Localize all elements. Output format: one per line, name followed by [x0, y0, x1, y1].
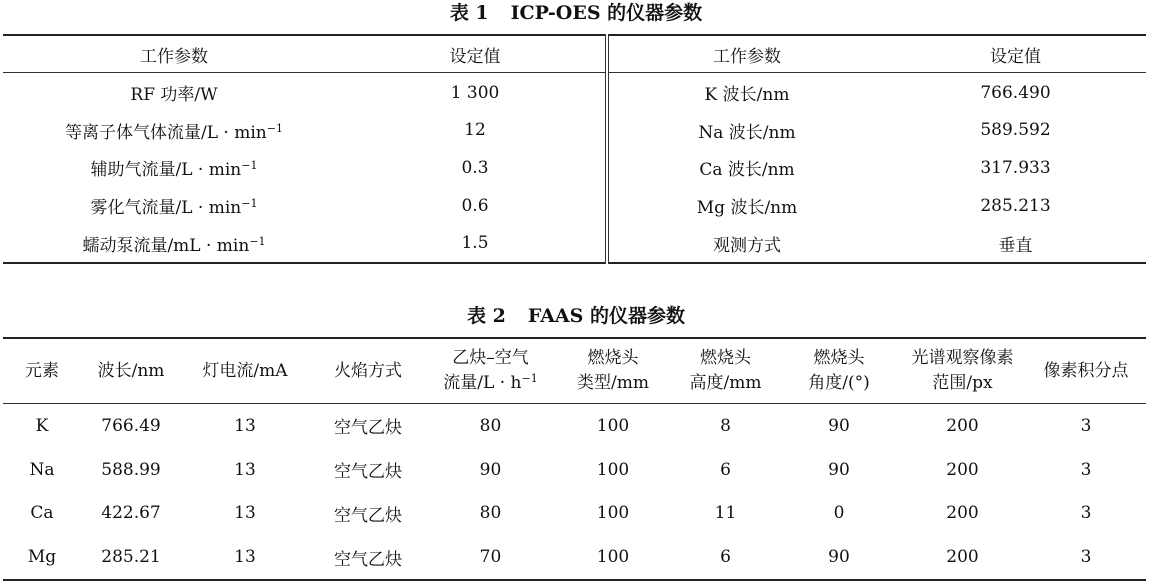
header-line-1: 燃烧头	[813, 348, 865, 368]
table1-param-left	[3, 224, 345, 263]
table2-cell: 200	[946, 415, 979, 436]
table1-row	[3, 112, 1146, 150]
table2-caption-number: 表 2	[466, 305, 506, 327]
table2-header-cell	[427, 338, 554, 404]
table2-cell: 80	[479, 503, 502, 524]
table1-param-left	[3, 73, 345, 112]
table2-cell: 90	[828, 547, 850, 568]
table2-cell: 285.21	[101, 547, 161, 568]
table2-header-cell	[81, 338, 181, 404]
header-text: 火焰方式	[334, 360, 402, 381]
table2-cell: 90	[479, 459, 502, 480]
table1-param-left	[3, 112, 345, 150]
table2-cell: 200	[946, 459, 979, 480]
table1-value-left: 0.6	[345, 187, 607, 225]
table1-param-right: Mg 波长/nm	[696, 198, 798, 219]
table1-value-left: 1 300	[345, 73, 607, 112]
table2-cell: Mg	[27, 547, 57, 568]
header-text: 元素	[25, 360, 59, 381]
unit-exponent: −1	[266, 121, 283, 135]
header-line-2	[554, 371, 672, 396]
table1-row	[3, 149, 1146, 187]
table2-cell: 3	[1080, 503, 1092, 524]
table1-caption	[0, 1, 1152, 25]
table2-cell: 100	[596, 459, 630, 480]
table2-row	[3, 492, 1146, 536]
header-line-1: 燃烧头	[700, 348, 751, 368]
table2-caption-text: FAAS 的仪器参数	[527, 305, 686, 327]
table2-cell: 6	[720, 547, 731, 568]
table1-row	[3, 224, 1146, 263]
unit-exponent: −1	[249, 234, 266, 248]
header-line-1: 乙炔–空气	[452, 348, 529, 368]
table2-cell: 80	[479, 415, 502, 436]
header-line-2-text: 类型/mm	[577, 373, 649, 393]
header-text: 灯电流/mA	[202, 360, 288, 381]
table2-cell: 13	[234, 415, 256, 436]
table2-cell: 3	[1080, 547, 1092, 568]
table2-cell: 90	[828, 459, 850, 480]
header-line-1: 燃烧头	[587, 348, 639, 368]
table1-param-right: Na 波长/nm	[698, 122, 796, 143]
table1-header-param-left: 工作参数	[3, 35, 345, 73]
table2-cell: 0	[833, 503, 845, 524]
table1-param-right: K 波长/nm	[704, 85, 790, 106]
table1-header-row	[3, 35, 1146, 73]
table2-header-row	[3, 338, 1146, 404]
table2-cell: 空气乙炔	[334, 462, 402, 483]
table1-row	[3, 187, 1146, 225]
table1-header-value-right: 设定值	[885, 35, 1146, 73]
unit-exponent: −1	[521, 372, 538, 385]
table2-cell: 100	[596, 503, 630, 524]
icp-oes-parameter-table	[3, 34, 1146, 264]
table2-cell: 13	[234, 547, 256, 568]
table1-value-right: 317.933	[980, 157, 1051, 178]
table1-value-left: 1.5	[345, 224, 607, 263]
table1-param-left	[3, 187, 345, 225]
header-line-2	[779, 371, 899, 396]
param-label: 蠕动泵流量/mL · min	[82, 235, 250, 256]
param-label: 雾化气流量/L · min	[90, 198, 242, 219]
faas-parameter-table	[3, 337, 1146, 581]
table1-value-right: 589.592	[980, 120, 1051, 141]
table2-header-cell	[779, 338, 899, 404]
table1-value-right: 285.213	[980, 195, 1051, 216]
table1-caption-text: ICP-OES 的仪器参数	[510, 2, 703, 24]
table1-header-value-left: 设定值	[345, 35, 607, 73]
table2-row	[3, 535, 1146, 580]
table2-header-cell	[899, 338, 1026, 404]
param-label: RF 功率/W	[130, 85, 218, 106]
header-line-2-text: 流量/L · h	[443, 373, 522, 393]
header-line-1: 光谱观察像素	[911, 348, 1014, 368]
table1-value-right: 766.490	[980, 82, 1051, 103]
header-line-2	[672, 371, 779, 396]
table2-cell: 588.99	[101, 459, 161, 480]
table2-cell: Na	[29, 459, 55, 480]
table2-row	[3, 448, 1146, 492]
table2-cell: 13	[234, 459, 256, 480]
table2-cell: 100	[596, 415, 630, 436]
table1-param-right: Ca 波长/nm	[699, 160, 795, 181]
header-line-2-text: 范围/px	[932, 373, 993, 393]
table2-cell: 3	[1080, 459, 1092, 480]
header-line-2-text: 角度/(°)	[808, 373, 870, 393]
table2-row	[3, 404, 1146, 448]
table2-header-cell	[181, 338, 309, 404]
table2-header-cell	[3, 338, 81, 404]
table1-row	[3, 73, 1146, 112]
table2-cell: 空气乙炔	[334, 505, 402, 526]
header-line-2	[427, 371, 554, 396]
table2-header-cell	[1026, 338, 1146, 404]
table1-header-param-right: 工作参数	[607, 35, 885, 73]
header-line-2	[899, 371, 1026, 396]
table2-cell: 422.67	[101, 503, 161, 524]
table2-cell: 6	[720, 459, 731, 480]
param-label: 辅助气流量/L · min	[90, 160, 242, 181]
table1-value-left: 0.3	[345, 149, 607, 187]
table2-cell: 200	[946, 503, 979, 524]
unit-exponent: −1	[241, 197, 258, 211]
table1-value-left: 12	[345, 112, 607, 150]
table2-cell: 766.49	[101, 415, 161, 436]
table1-caption-number: 表 1	[449, 2, 489, 24]
table1-value-right: 垂直	[998, 235, 1033, 256]
unit-exponent: −1	[241, 159, 258, 173]
table2-header-cell	[554, 338, 672, 404]
table2-cell: 13	[234, 503, 256, 524]
table2-caption	[0, 304, 1152, 328]
table2-header-cell	[672, 338, 779, 404]
table2-header-cell	[309, 338, 427, 404]
param-label: 等离子体气体流量/L · min	[65, 122, 267, 143]
header-text: 像素积分点	[1043, 360, 1129, 381]
table2-cell: Ca	[30, 503, 54, 524]
table2-cell: 200	[946, 547, 979, 568]
header-text: 波长/nm	[97, 360, 165, 381]
table2-cell: 空气乙炔	[334, 418, 402, 439]
table2-cell: 11	[714, 503, 737, 524]
header-line-2-text: 高度/mm	[689, 373, 762, 393]
table2-cell: 3	[1080, 415, 1092, 436]
table1-param-left	[3, 149, 345, 187]
table1-param-right: 观测方式	[713, 235, 781, 256]
table2-cell: 90	[828, 415, 850, 436]
table2-cell: 100	[596, 547, 630, 568]
table2-cell: 8	[720, 415, 731, 436]
table2-cell: 70	[479, 547, 502, 568]
table2-cell: K	[35, 415, 49, 436]
table2-cell: 空气乙炔	[334, 549, 402, 570]
